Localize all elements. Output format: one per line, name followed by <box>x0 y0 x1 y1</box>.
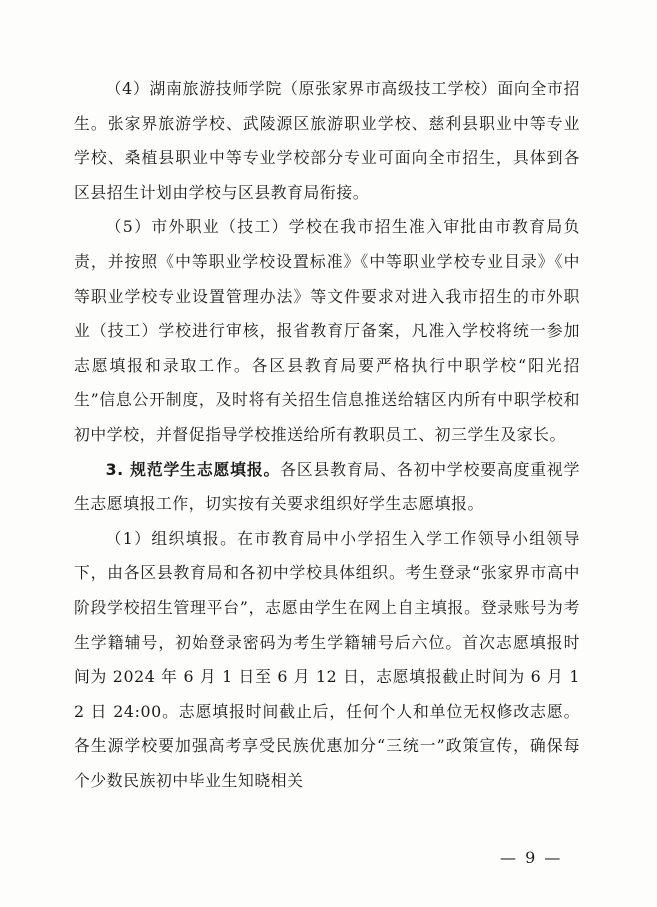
section-heading: 3. 规范学生志愿填报。 <box>105 459 281 479</box>
paragraph-item-1 <box>74 522 580 799</box>
paragraph-item-4 <box>74 72 580 210</box>
paragraph-item-5 <box>74 210 580 452</box>
document-body <box>74 72 580 798</box>
page-number: — 9 — <box>500 848 563 867</box>
paragraph-text: （5）市外职业（技工）学校在我市招生准入审批由市教育局负责，并按照《中等职业学校设置标准》《中等职业学校专业目录》《中等职业学校专业设置管理办法》等文件要求对进入我市招生的市外职业（技工）学校进行审核，报省教育厅备案，凡准入学校将统一参加志愿填报和录取工作。各区县教育局要严格执行中职学校“阳光招生”信息公开制度，及时将有关招生信息推送给辖区内所有中职学校和初中学校，并督促指导学校推送给所有教职员工、初三学生及家长。 <box>74 217 580 444</box>
paragraph-section-3 <box>74 453 580 522</box>
paragraph-text: （1）组织填报。在市教育局中小学招生入学工作领导小组领导下，由各区县教育局和各初中学校具体组织。考生登录“张家界市高中阶段学校招生管理平台”，志愿由学生在网上自主填报。登录账号为考生学籍辅号，初始登录密码为考生学籍辅号后六位。首次志愿填报时间为 2024 年 6 月 1 日至 6 月 12 日，志愿填报截止时间为 6 月 12 日 24:00。志愿填报时间截止后，任何个人和单位无权修改志愿。各生源学校要加强高考享受民族优惠加分“三统一”政策宣传，确保每个少数民族初中毕业生知晓相关 <box>74 528 580 790</box>
paragraph-text: 各区县教育局、各初中学校要高度重视学生志愿填报工作，切实按有关要求组织好学生志愿填报。 <box>74 459 580 514</box>
paragraph-text: （4）湖南旅游技师学院（原张家界市高级技工学校）面向全市招生。张家界旅游学校、武陵源区旅游职业学校、慈利县职业中等专业学校、桑植县职业中等专业学校部分专业可面向全市招生，具体到各区县招生计划由学校与区县教育局衔接。 <box>74 79 580 202</box>
